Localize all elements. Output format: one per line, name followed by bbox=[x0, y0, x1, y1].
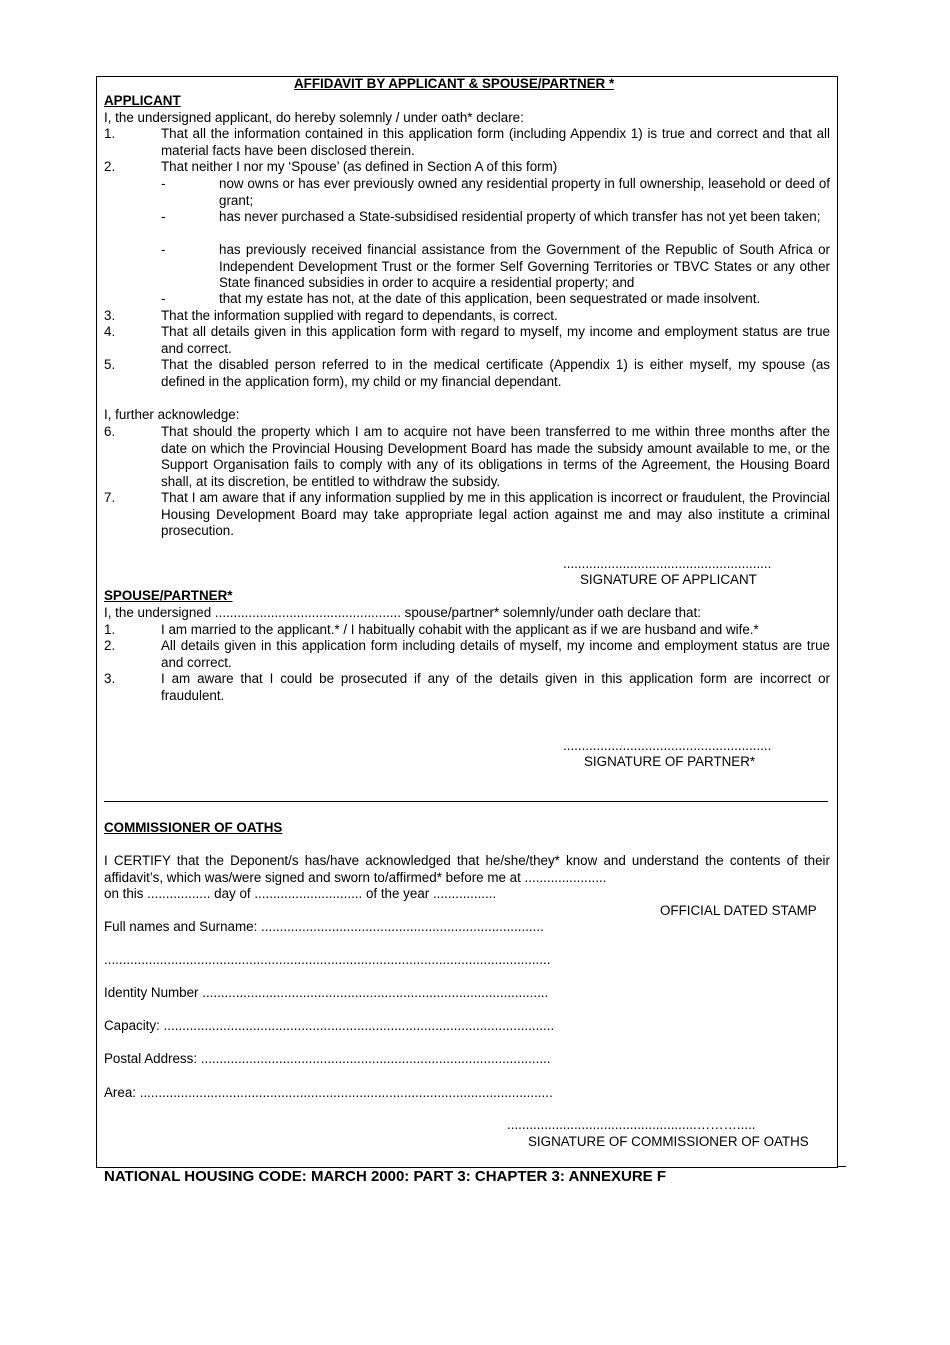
commissioner-certify: I CERTIFY that the Deponent/s has/have acknowledged that he/she/they* know and understand the contents of their affidavit’s, which was/were signed and sworn to/affirmed* before me at ...................... bbox=[104, 853, 830, 885]
postal-address-field: Postal Address: .............................................................................................. bbox=[104, 1051, 551, 1066]
sub-item-dash: - bbox=[161, 176, 166, 191]
spouse-heading: SPOUSE/PARTNER* bbox=[104, 588, 233, 603]
spouse-item-1: I am married to the applicant.* / I habitually cohabit with the applicant as if we are husband and wife.* bbox=[161, 622, 759, 637]
applicant-heading: APPLICANT bbox=[104, 93, 181, 108]
item-number: 5. bbox=[104, 357, 116, 372]
item-number: 7. bbox=[104, 490, 116, 505]
blank-field-line: ........................................................................................................................ bbox=[104, 952, 551, 967]
commissioner-signature-label: SIGNATURE OF COMMISSIONER OF OATHS bbox=[528, 1134, 809, 1149]
applicant-signature-label: SIGNATURE OF APPLICANT bbox=[580, 572, 757, 587]
spouse-item-2: All details given in this application form including details of myself, my income and employment status are true and correct. bbox=[161, 638, 830, 670]
item-number: 3. bbox=[104, 671, 116, 686]
date-line: on this ................. day of ............................. of the year ................. bbox=[104, 886, 497, 901]
applicant-item-5: That the disabled person referred to in the medical certificate (Appendix 1) is either myself, my spouse (as defined in the application form), my child or my financial dependant. bbox=[161, 357, 830, 389]
border-tick bbox=[838, 1166, 846, 1167]
commissioner-signature-line: ...................................................………..... bbox=[507, 1117, 756, 1132]
item-number: 1. bbox=[104, 126, 116, 141]
applicant-item-3: That the information supplied with regard to dependants, is correct. bbox=[161, 308, 558, 323]
applicant-signature-line: ........................................................ bbox=[563, 556, 772, 571]
item-number: 2. bbox=[104, 159, 116, 174]
partner-signature-line: ........................................................ bbox=[563, 738, 772, 753]
applicant-item-2: That neither I nor my ‘Spouse’ (as defined in Section A of this form) bbox=[161, 159, 558, 174]
identity-number-field: Identity Number ............................................................................................. bbox=[104, 985, 549, 1000]
spouse-intro: I, the undersigned .................................................. spouse/partner* solemnly/under oath declare that: bbox=[104, 605, 701, 620]
item-number: 3. bbox=[104, 308, 116, 323]
sub-item-2: has never purchased a State-subsidised residential property of which transfer has not yet been taken; bbox=[219, 209, 821, 224]
applicant-item-7: That I am aware that if any information supplied by me in this application is incorrect or fraudulent, the Provincial Housing Development Board may take appropriate legal action against me and may also institute a criminal prosecution. bbox=[161, 490, 830, 538]
applicant-intro: I, the undersigned applicant, do hereby solemnly / under oath* declare: bbox=[104, 110, 524, 125]
sub-item-dash: - bbox=[161, 209, 166, 224]
item-number: 1. bbox=[104, 622, 116, 637]
sub-item-1: now owns or has ever previously owned any residential property in full ownership, leasehold or deed of grant; bbox=[219, 176, 830, 208]
commissioner-heading: COMMISSIONER OF OATHS bbox=[104, 820, 283, 835]
capacity-field: Capacity: ......................................................................................................... bbox=[104, 1018, 555, 1033]
sub-item-4: that my estate has not, at the date of this application, been sequestrated or made insolvent. bbox=[219, 291, 761, 306]
item-number: 6. bbox=[104, 424, 116, 439]
document-title: AFFIDAVIT BY APPLICANT & SPOUSE/PARTNER * bbox=[294, 76, 615, 91]
item-number: 2. bbox=[104, 638, 116, 653]
sub-item-dash: - bbox=[161, 242, 166, 257]
area-field: Area: ............................................................................................................... bbox=[104, 1085, 553, 1100]
official-stamp-label: OFFICIAL DATED STAMP bbox=[660, 903, 817, 918]
further-acknowledge: I, further acknowledge: bbox=[104, 407, 240, 422]
document-footer: NATIONAL HOUSING CODE: MARCH 2000: PART 3: CHAPTER 3: ANNEXURE F bbox=[104, 1168, 666, 1185]
item-number: 4. bbox=[104, 324, 116, 339]
section-divider bbox=[104, 801, 828, 802]
sub-item-3: has previously received financial assistance from the Government of the Republic of South Africa or Independent Development Trust or the former Self Governing Territories or TBVC States or any other State financed subsidies in order to acquire a residential property; and bbox=[219, 242, 830, 290]
applicant-item-1: That all the information contained in this application form (including Appendix 1) is true and correct and that all material facts have been disclosed therein. bbox=[161, 126, 830, 158]
full-names-field: Full names and Surname: ............................................................................ bbox=[104, 919, 544, 934]
spouse-item-3: I am aware that I could be prosecuted if any of the details given in this application form are incorrect or fraudulent. bbox=[161, 671, 830, 703]
applicant-item-4: That all details given in this application form with regard to myself, my income and employment status are true and correct. bbox=[161, 324, 830, 356]
partner-signature-label: SIGNATURE OF PARTNER* bbox=[584, 754, 756, 769]
sub-item-dash: - bbox=[161, 291, 166, 306]
applicant-item-6: That should the property which I am to acquire not have been transferred to me within three months after the date on which the Provincial Housing Development Board has made the subsidy amount available to me, or the Support Organisation fails to comply with any of its obligations in terms of the Agreement, the Housing Board shall, at its discretion, be entitled to withdraw the subsidy. bbox=[161, 424, 830, 489]
